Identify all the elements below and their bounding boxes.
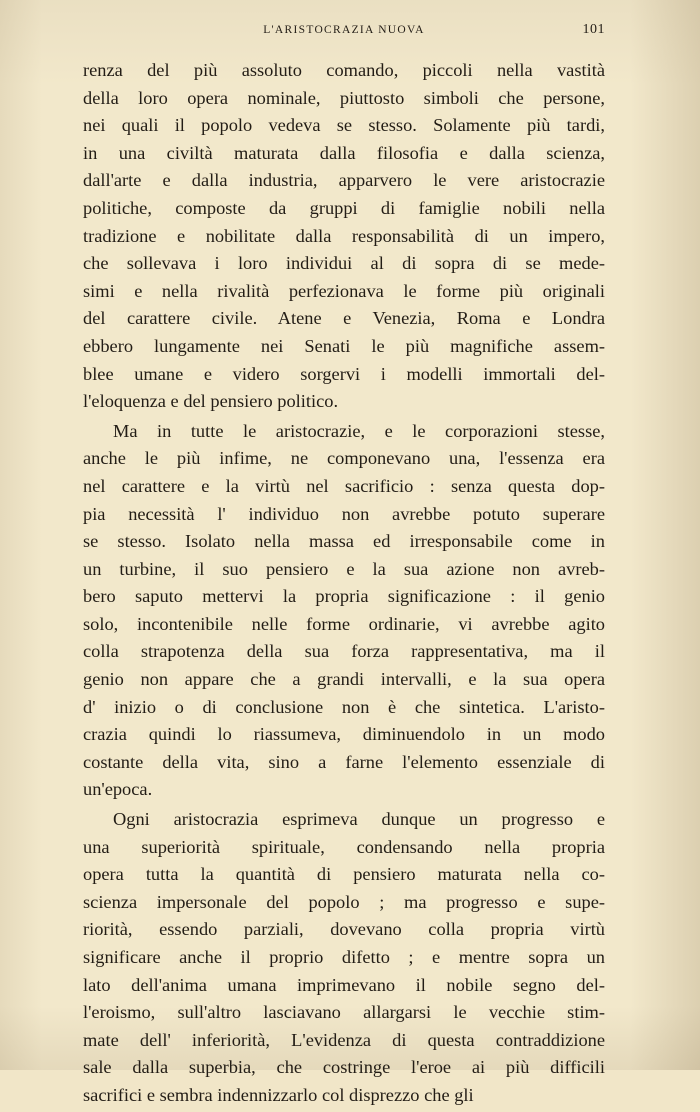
text-line: opera tutta la quantità di pensiero maturata nella co-	[83, 864, 605, 885]
text-line: del carattere civile. Atene e Venezia, Roma e Londra	[83, 308, 605, 329]
text-line: costante della vita, sino a farne l'elemento essenziale di	[83, 751, 605, 772]
text-line: in una civiltà maturata dalla filosofia e dalla scienza,	[83, 142, 605, 163]
text-line: sale dalla superbia, che costringe l'eroe ai più difficili	[83, 1057, 605, 1078]
text-line: genio non appare che a grandi intervalli, e la sua opera	[83, 669, 605, 690]
body-text	[83, 57, 605, 1112]
page-number: 101	[582, 22, 605, 37]
text-line: che sollevava i loro individui al di sopra di se mede-	[83, 253, 605, 274]
text-line: ebbero lungamente nei Senati le più magnifiche assem-	[83, 335, 605, 356]
text-line: sacrifici e sembra indennizzarlo col disprezzo che gli	[83, 1084, 474, 1105]
text-line: un'epoca.	[83, 779, 153, 800]
text-line: Ma in tutte le aristocrazie, e le corporazioni stesse,	[113, 420, 605, 441]
text-line: anche le più infime, ne componevano una, l'essenza era	[83, 448, 605, 469]
page-header	[83, 19, 605, 41]
text-line: d' inizio o di conclusione non è che sintetica. L'aristo-	[83, 696, 605, 717]
text-line: tradizione e nobilitate dalla responsabilità di un impero,	[83, 225, 605, 246]
text-line: della loro opera nominale, piuttosto simboli che persone,	[83, 87, 605, 108]
text-line: pia necessità l' individuo non avrebbe potuto superare	[83, 503, 605, 524]
text-line: bero saputo mettervi la propria significazione : il genio	[83, 586, 605, 607]
text-line: politiche, composte da gruppi di famiglie nobili nella	[83, 197, 605, 218]
text-line: nei quali il popolo vedeva se stesso. Solamente più tardi,	[83, 115, 605, 136]
paragraph	[83, 57, 605, 416]
text-line: una superiorità spirituale, condensando nella propria	[83, 836, 605, 857]
text-line: riorità, essendo parziali, dovevano colla propria virtù	[83, 919, 605, 940]
text-line: colla strapotenza della sua forza rappresentativa, ma il	[83, 641, 605, 662]
text-line: l'eloquenza e del pensiero politico.	[83, 391, 339, 412]
text-line: renza del più assoluto comando, piccoli nella vastità	[83, 60, 605, 80]
text-line: simi e nella rivalità perfezionava le forme più originali	[83, 280, 605, 301]
text-line: un turbine, il suo pensiero e la sua azione non avreb-	[83, 558, 605, 579]
text-line: crazia quindi lo riassumeva, diminuendolo in un modo	[83, 724, 605, 745]
text-line: solo, incontenibile nelle forme ordinarie, vi avrebbe agito	[83, 613, 605, 634]
paragraph	[83, 806, 605, 1110]
text-line: mate dell' inferiorità, L'evidenza di questa contraddizione	[83, 1029, 605, 1050]
running-title: L'ARISTOCRAZIA NUOVA	[263, 24, 425, 36]
paragraph	[83, 418, 605, 804]
text-line: l'eroismo, sull'altro lasciavano allargarsi le vecchie stim-	[83, 1002, 605, 1023]
text-line: significare anche il proprio difetto ; e mentre sopra un	[83, 947, 605, 967]
text-line: nel carattere e la virtù nel sacrificio : senza questa dop-	[83, 475, 605, 496]
text-line: Ogni aristocrazia esprimeva dunque un progresso e	[113, 809, 605, 830]
text-line: dall'arte e dalla industria, apparvero le vere aristocrazie	[83, 170, 605, 191]
text-line: se stesso. Isolato nella massa ed irresponsabile come in	[83, 531, 605, 552]
text-line: blee umane e videro sorgervi i modelli immortali del-	[83, 363, 605, 384]
text-line: lato dell'anima umana imprimevano il nobile segno del-	[83, 974, 605, 995]
text-line: scienza impersonale del popolo ; ma progresso e supe-	[83, 891, 605, 912]
